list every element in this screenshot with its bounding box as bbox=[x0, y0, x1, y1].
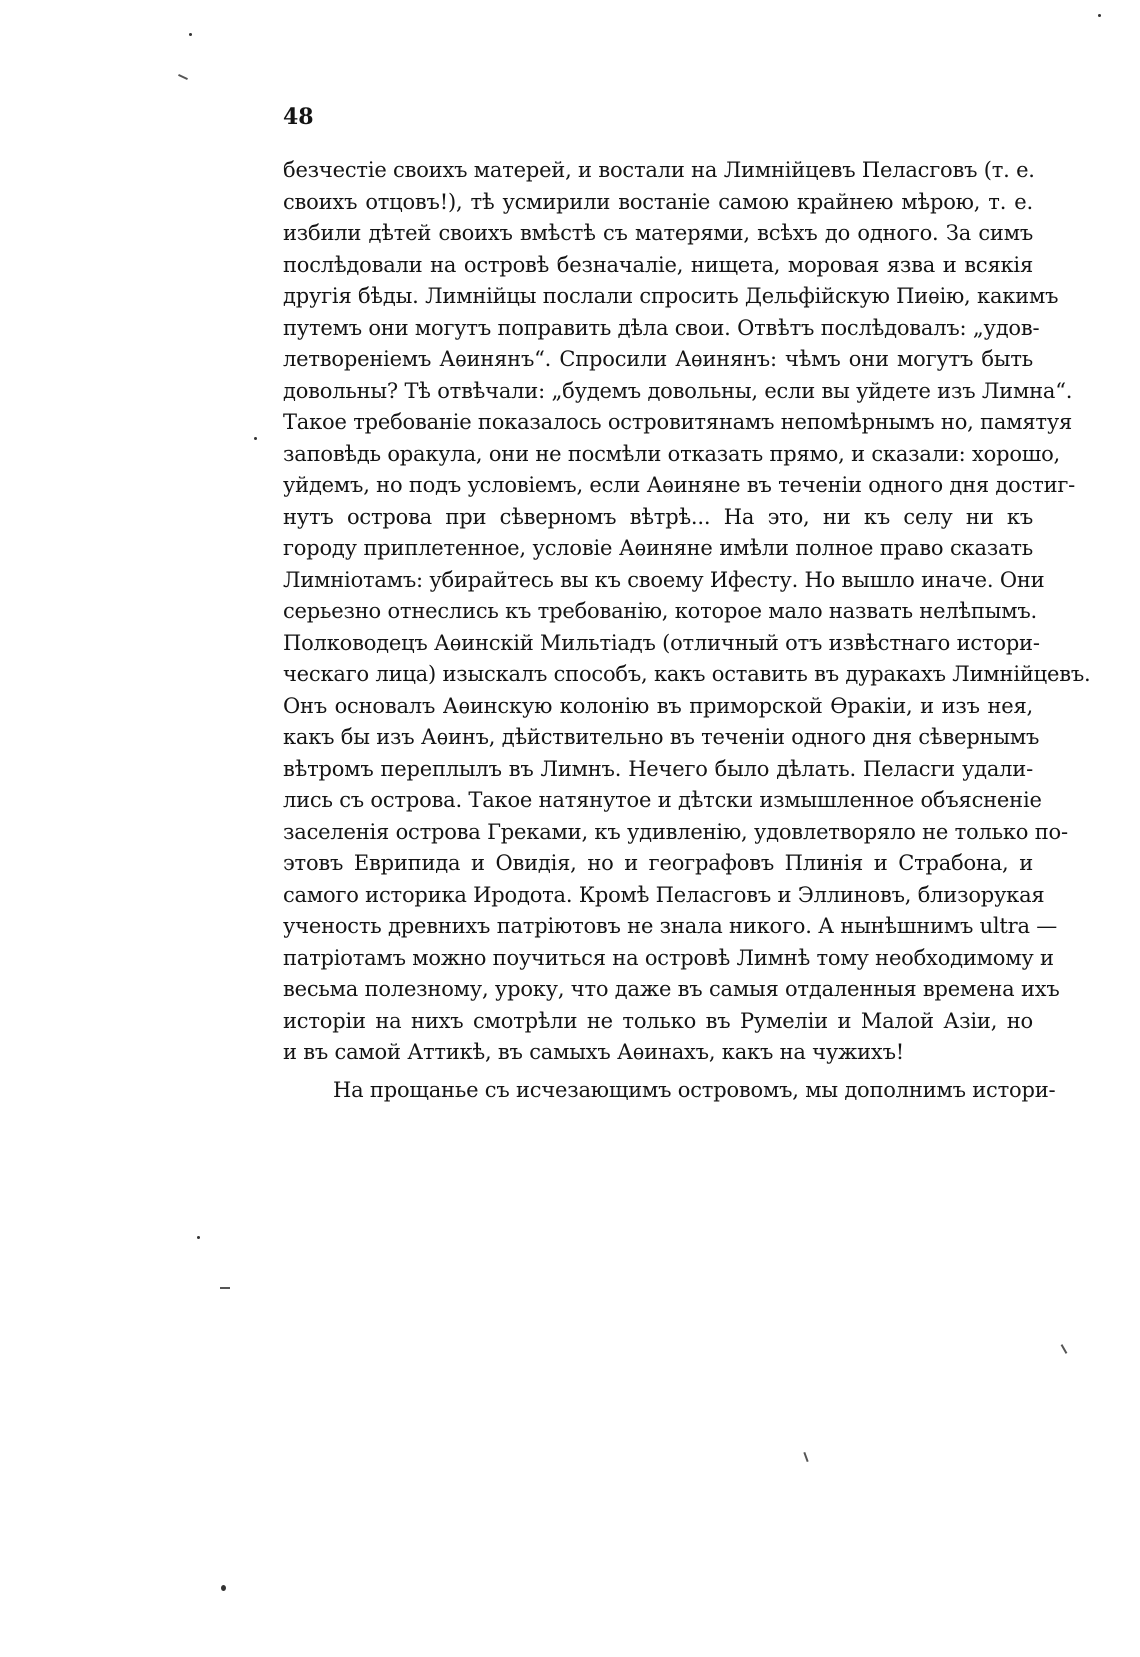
text-line: серьезно отнеслись къ требованію, которое мало назвать нелѣпымъ. bbox=[283, 599, 1038, 623]
scan-speck bbox=[189, 33, 192, 36]
text-line: патріотамъ можно поучиться на островѣ Лимнѣ тому необходимому и bbox=[283, 945, 1054, 970]
text-line: другія бѣды. Лимнійцы послали спросить Дельфійскую Пиѳію, какимъ bbox=[283, 284, 1059, 308]
text-line: послѣдовали на островѣ безначаліе, нищета, моровая язва и всякія bbox=[283, 252, 1033, 277]
text-line: безчестіе своихъ матерей, и востали на Лимнійцевъ Пеласговъ (т. е. bbox=[283, 158, 1035, 182]
text-line: ческаго лица) изыскалъ способъ, какъ оставить въ дуракахъ Лимнійцевъ. bbox=[283, 662, 1091, 686]
text-line: своихъ отцовъ!), тѣ усмирили востаніе самою крайнею мѣрою, т. е. bbox=[283, 189, 1033, 214]
scan-speck bbox=[221, 1585, 226, 1591]
text-line: путемъ они могутъ поправить дѣла свои. Отвѣтъ послѣдовалъ: „удов- bbox=[283, 315, 1040, 340]
text-line: заповѣдь оракула, они не посмѣли отказать прямо, и сказали: хорошо, bbox=[283, 441, 1061, 466]
scan-mark bbox=[1061, 1344, 1068, 1354]
text-line: уйдемъ, но подъ условіемъ, если Аѳиняне въ теченіи одного дня достиг- bbox=[283, 473, 1076, 497]
text-line: избили дѣтей своихъ вмѣстѣ съ матерями, всѣхъ до одного. За симъ bbox=[283, 221, 1033, 245]
text-line: вѣтромъ переплылъ въ Лимнъ. Нечего было дѣлать. Пеласги удали- bbox=[283, 756, 1033, 781]
text-line: весьма полезному, уроку, что даже въ самыя отдаленныя времена ихъ bbox=[283, 977, 1060, 1001]
text-line: этовъ Еврипида и Овидія, но и географовъ Плинія и Страбона, и bbox=[283, 851, 1033, 875]
scan-speck bbox=[1098, 14, 1101, 17]
paragraph-2 bbox=[283, 1075, 1056, 1107]
scan-mark bbox=[220, 1287, 230, 1289]
text-line: Лимніотамъ: убирайтесь вы къ своему Ифесту. Но вышло иначе. Они bbox=[283, 567, 1045, 592]
text-line: Такое требованіе показалось островитянамъ непомѣрнымъ но, памятуя bbox=[283, 410, 1073, 434]
text-line: нутъ острова при сѣверномъ вѣтрѣ... На это, ни къ селу ни къ bbox=[283, 504, 1033, 529]
text-line: ученость древнихъ патріютовъ не знала никого. А нынѣшнимъ ultra — bbox=[283, 914, 1058, 938]
text-line: и въ самой Аттикѣ, въ самыхъ Аѳинахъ, какъ на чужихъ! bbox=[283, 1040, 904, 1064]
text-line: довольны? Тѣ отвѣчали: „будемъ довольны, если вы уйдете изъ Лимна“. bbox=[283, 378, 1073, 403]
scan-speck bbox=[197, 1236, 200, 1239]
text-line: городу приплетенное, условіе Аѳиняне имѣли полное право сказать bbox=[283, 536, 1033, 560]
scan-mark bbox=[803, 1452, 808, 1462]
scan-speck bbox=[254, 437, 257, 440]
text-line: исторіи на нихъ смотрѣли не только въ Румеліи и Малой Азіи, но bbox=[283, 1008, 1033, 1033]
text-line: лись съ острова. Такое натянутое и дѣтски измышленное объясненіе bbox=[283, 788, 1042, 812]
page-number: 48 bbox=[283, 104, 314, 130]
scan-mark bbox=[178, 74, 188, 80]
text-line: самого историка Иродота. Кромѣ Пеласговъ и Эллиновъ, близорукая bbox=[283, 882, 1045, 907]
text-line: На прощанье съ исчезающимъ островомъ, мы дополнимъ истори- bbox=[333, 1077, 1056, 1102]
body-text bbox=[283, 155, 1091, 1106]
paragraph-1 bbox=[283, 155, 1091, 1069]
text-line: заселенія острова Греками, къ удивленію, удовлетворяло не только по- bbox=[283, 819, 1068, 844]
text-line: какъ бы изъ Аѳинъ, дѣйствительно въ теченіи одного дня сѣвернымъ bbox=[283, 725, 1040, 749]
text-line: Онъ основалъ Аѳинскую колонію въ приморской Ѳракіи, и изъ нея, bbox=[283, 693, 1033, 718]
text-line: Полководецъ Аѳинскій Мильтіадъ (отличный отъ извѣстнаго истори- bbox=[283, 630, 1040, 655]
text-line: летвореніемъ Аѳинянъ“. Спросили Аѳинянъ: чѣмъ они могутъ быть bbox=[283, 347, 1033, 371]
